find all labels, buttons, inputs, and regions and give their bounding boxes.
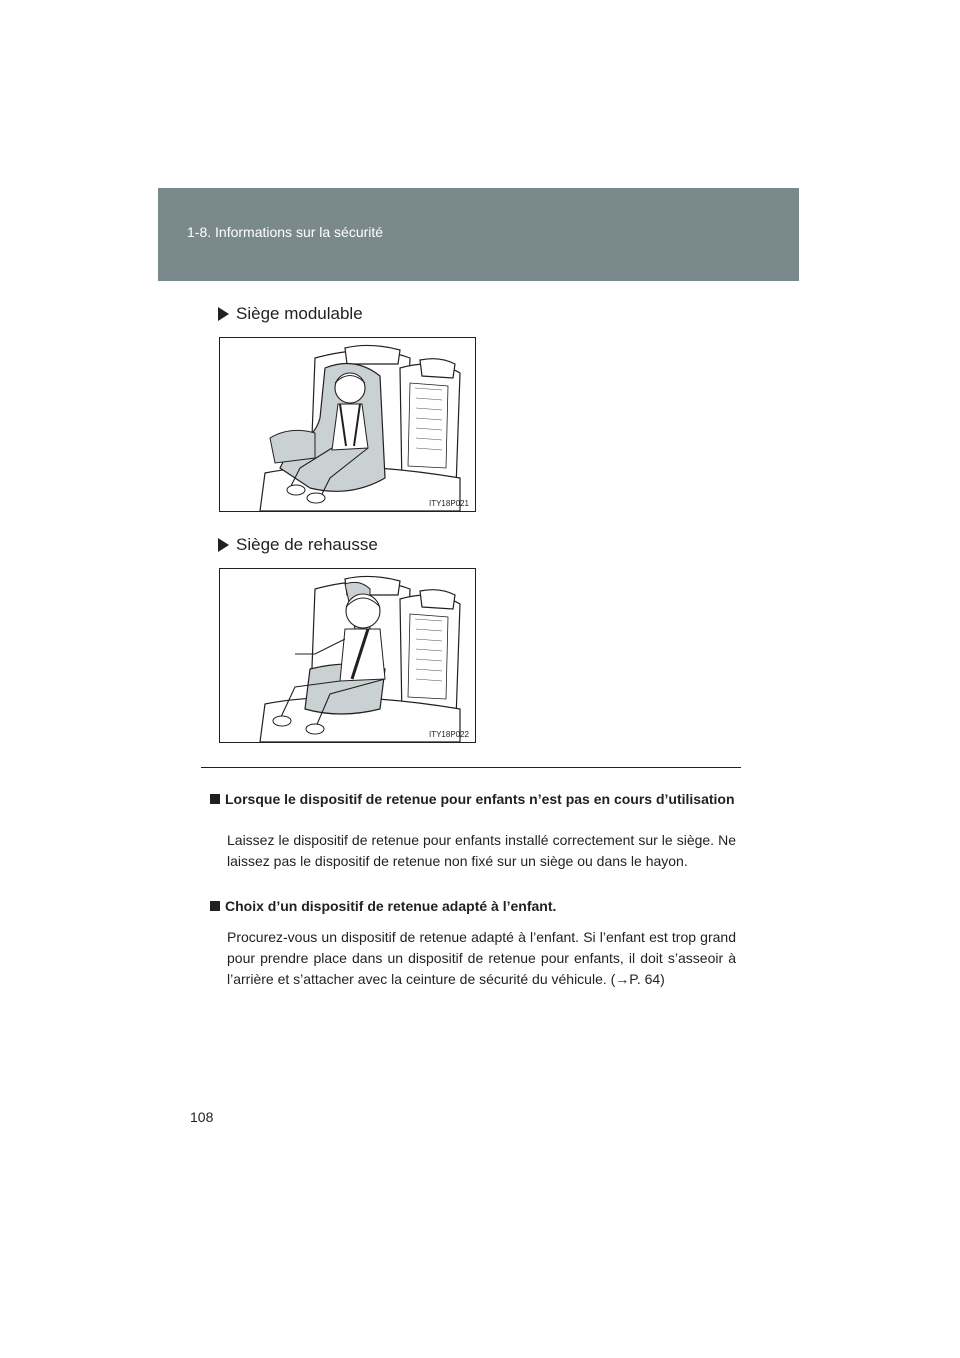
note-title-1-text: Lorsque le dispositif de retenue pour enfants n’est pas en cours d’utilisation — [225, 791, 735, 807]
triangle-bullet-icon — [218, 307, 229, 321]
square-bullet-icon — [210, 794, 220, 804]
convertible-seat-drawing — [220, 338, 475, 511]
illustration-booster-seat — [219, 568, 476, 743]
figure-caption-2 — [218, 535, 378, 555]
page-number: 108 — [190, 1109, 214, 1125]
note-title-2-text: Choix d’un dispositif de retenue adapté à l’enfant. — [225, 898, 557, 914]
figure-caption-2-text: Siège de rehausse — [236, 535, 378, 554]
triangle-bullet-icon — [218, 538, 229, 552]
booster-seat-drawing — [220, 569, 475, 742]
figure-caption-1 — [218, 304, 363, 324]
figure-caption-1-text: Siège modulable — [236, 304, 363, 323]
note-body-1: Laissez le dispositif de retenue pour enfants installé correctement sur le siège. Ne laissez pas le dispositif de retenue non fixé sur un siège ou dans le hayon. — [227, 832, 736, 869]
figure-code-2: ITY18P022 — [428, 730, 469, 739]
section-title: 1-8. Informations sur la sécurité — [187, 224, 384, 240]
note-title-1 — [210, 789, 736, 809]
illustration-convertible-seat — [219, 337, 476, 512]
square-bullet-icon — [210, 901, 220, 911]
note-title-2 — [210, 896, 736, 916]
note-body-2: Procurez-vous un dispositif de retenue adapté à l’enfant. Si l’enfant est trop grand pour prendre place dans un dispositif de retenue pour enfants, il doit s’asseoir à l’arrière et s’attacher avec la ceinture de sécurité du véhicule. (→P. 64) — [227, 929, 736, 987]
section-divider — [201, 767, 741, 768]
figure-code-1: ITY18P021 — [428, 499, 469, 508]
header-band — [158, 188, 799, 281]
